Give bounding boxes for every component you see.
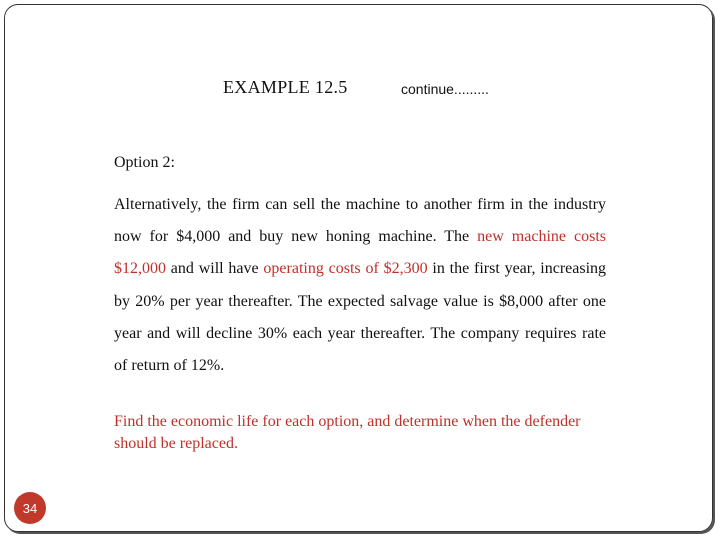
page-number: 34 (22, 500, 38, 516)
paragraph-text-2: and will have (166, 260, 264, 278)
operating-cost-highlight: operating costs of $2,300 (263, 260, 428, 278)
paragraph-text-3: in the first year, increasing by 20% per year thereafter. The expected salvage value is $8,000 after one year and will decline 30% each year thereafter. The company requires rate of return of 12%. (114, 260, 607, 375)
paragraph-text-1: Alternatively, the firm can sell the machine to another firm in the industry now for $4,000 and buy new honing machine. The (114, 196, 606, 246)
option-heading: Option 2: (114, 154, 175, 171)
new-machine-cost-highlight: new machine costs $12,000 (114, 228, 606, 278)
question-text: Find the economic life for each option, and determine when the defender should be replaced. (114, 413, 581, 452)
continue-label: continue......... (401, 81, 489, 97)
slide-title: EXAMPLE 12.5 (223, 77, 348, 97)
problem-paragraph (114, 189, 606, 382)
page-number-badge (14, 492, 46, 524)
